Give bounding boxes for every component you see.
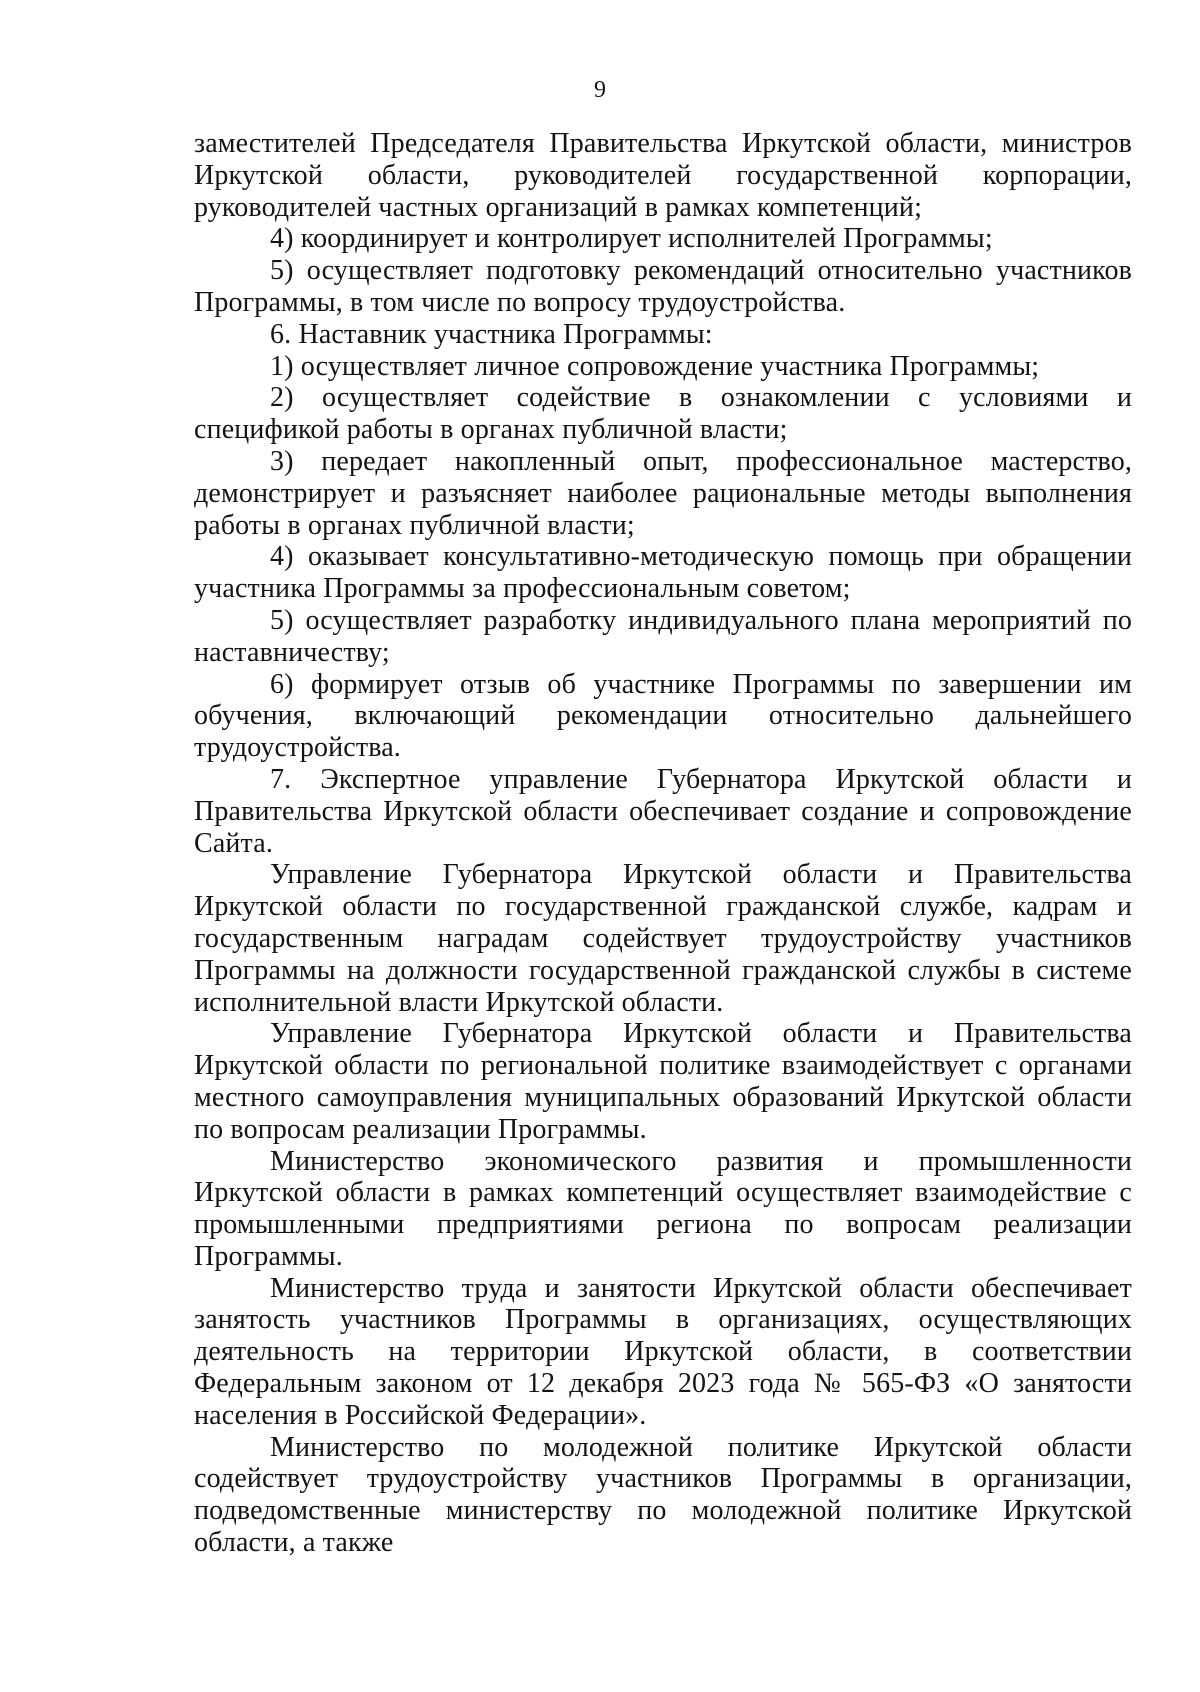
paragraph-item-5-recommendations: 5) осуществляет подготовку рекомендаций относительно участников Программы, в том числе по вопросу трудоустройства. (194, 255, 1132, 318)
paragraph-mentor-item-4: 4) оказывает консультативно-методическую помощь при обращении участника Программы за профессиональным советом; (194, 541, 1132, 605)
paragraph-ministry-youth-policy: Министерство по молодежной политике Иркутской области содействует трудоустройству участников Программы в организации, подведомственные министерству по молодежной политике Иркутской области, а также (194, 1431, 1132, 1559)
document-body (194, 128, 1132, 1559)
paragraph-section-6-mentor: 6. Наставник участника Программы: (270, 318, 713, 350)
paragraph-continuation: заместителей Председателя Правительства Иркутской области, министров Иркутской области, руководителей государственной корпорации, руководителей частных организаций в рамках компетенций; (194, 128, 1132, 223)
paragraph-mentor-item-2: 2) осуществляет содействие в ознакомлении с условиями и спецификой работы в органах публичной власти; (194, 382, 1132, 446)
paragraph-item-4-coordination: 4) координирует и контролирует исполнителей Программы; (270, 223, 993, 255)
paragraph-ministry-labor: Министерство труда и занятости Иркутской области обеспечивает занятость участников Программы в организациях, осуществляющих деятельность на территории Иркутской области, в соответствии Федеральным законом от 12 декабря 2023 года № 565-ФЗ «О занятости населения в Российской Федерации». (194, 1272, 1132, 1431)
paragraph-mentor-item-6: 6) формирует отзыв об участнике Программы по завершении им обучения, включающий рекомендации относительно дальнейшего трудоустройства. (194, 668, 1132, 764)
paragraph-ministry-economic-development: Министерство экономического развития и промышленности Иркутской области в рамках компетенций осуществляет взаимодействие с промышленными предприятиями региона по вопросам реализации Программы. (194, 1145, 1132, 1272)
paragraph-regional-policy-department: Управление Губернатора Иркутской области и Правительства Иркутской области по региональной политике взаимодействует с органами местного самоуправления муниципальных образований Иркутской области по вопросам реализации Программы. (194, 1018, 1132, 1145)
paragraph-mentor-item-5: 5) осуществляет разработку индивидуального плана мероприятий по наставничеству; (194, 604, 1132, 668)
paragraph-civil-service-department: Управление Губернатора Иркутской области и Правительства Иркутской области по государственной гражданской службе, кадрам и государственным наградам содействует трудоустройству участников Программы на должности государственной гражданской службы в системе исполнительной власти Иркутской области. (194, 859, 1132, 1018)
page-number: 9 (594, 77, 606, 103)
paragraph-mentor-item-3: 3) передает накопленный опыт, профессиональное мастерство, демонстрирует и разъясняет наиболее рациональные методы выполнения работы в органах публичной власти; (194, 445, 1132, 541)
paragraph-mentor-item-1: 1) осуществляет личное сопровождение участника Программы; (270, 350, 1040, 382)
paragraph-section-7-expert-department: 7. Экспертное управление Губернатора Иркутской области и Правительства Иркутской области обеспечивает создание и сопровождение Сайта. (194, 763, 1132, 859)
